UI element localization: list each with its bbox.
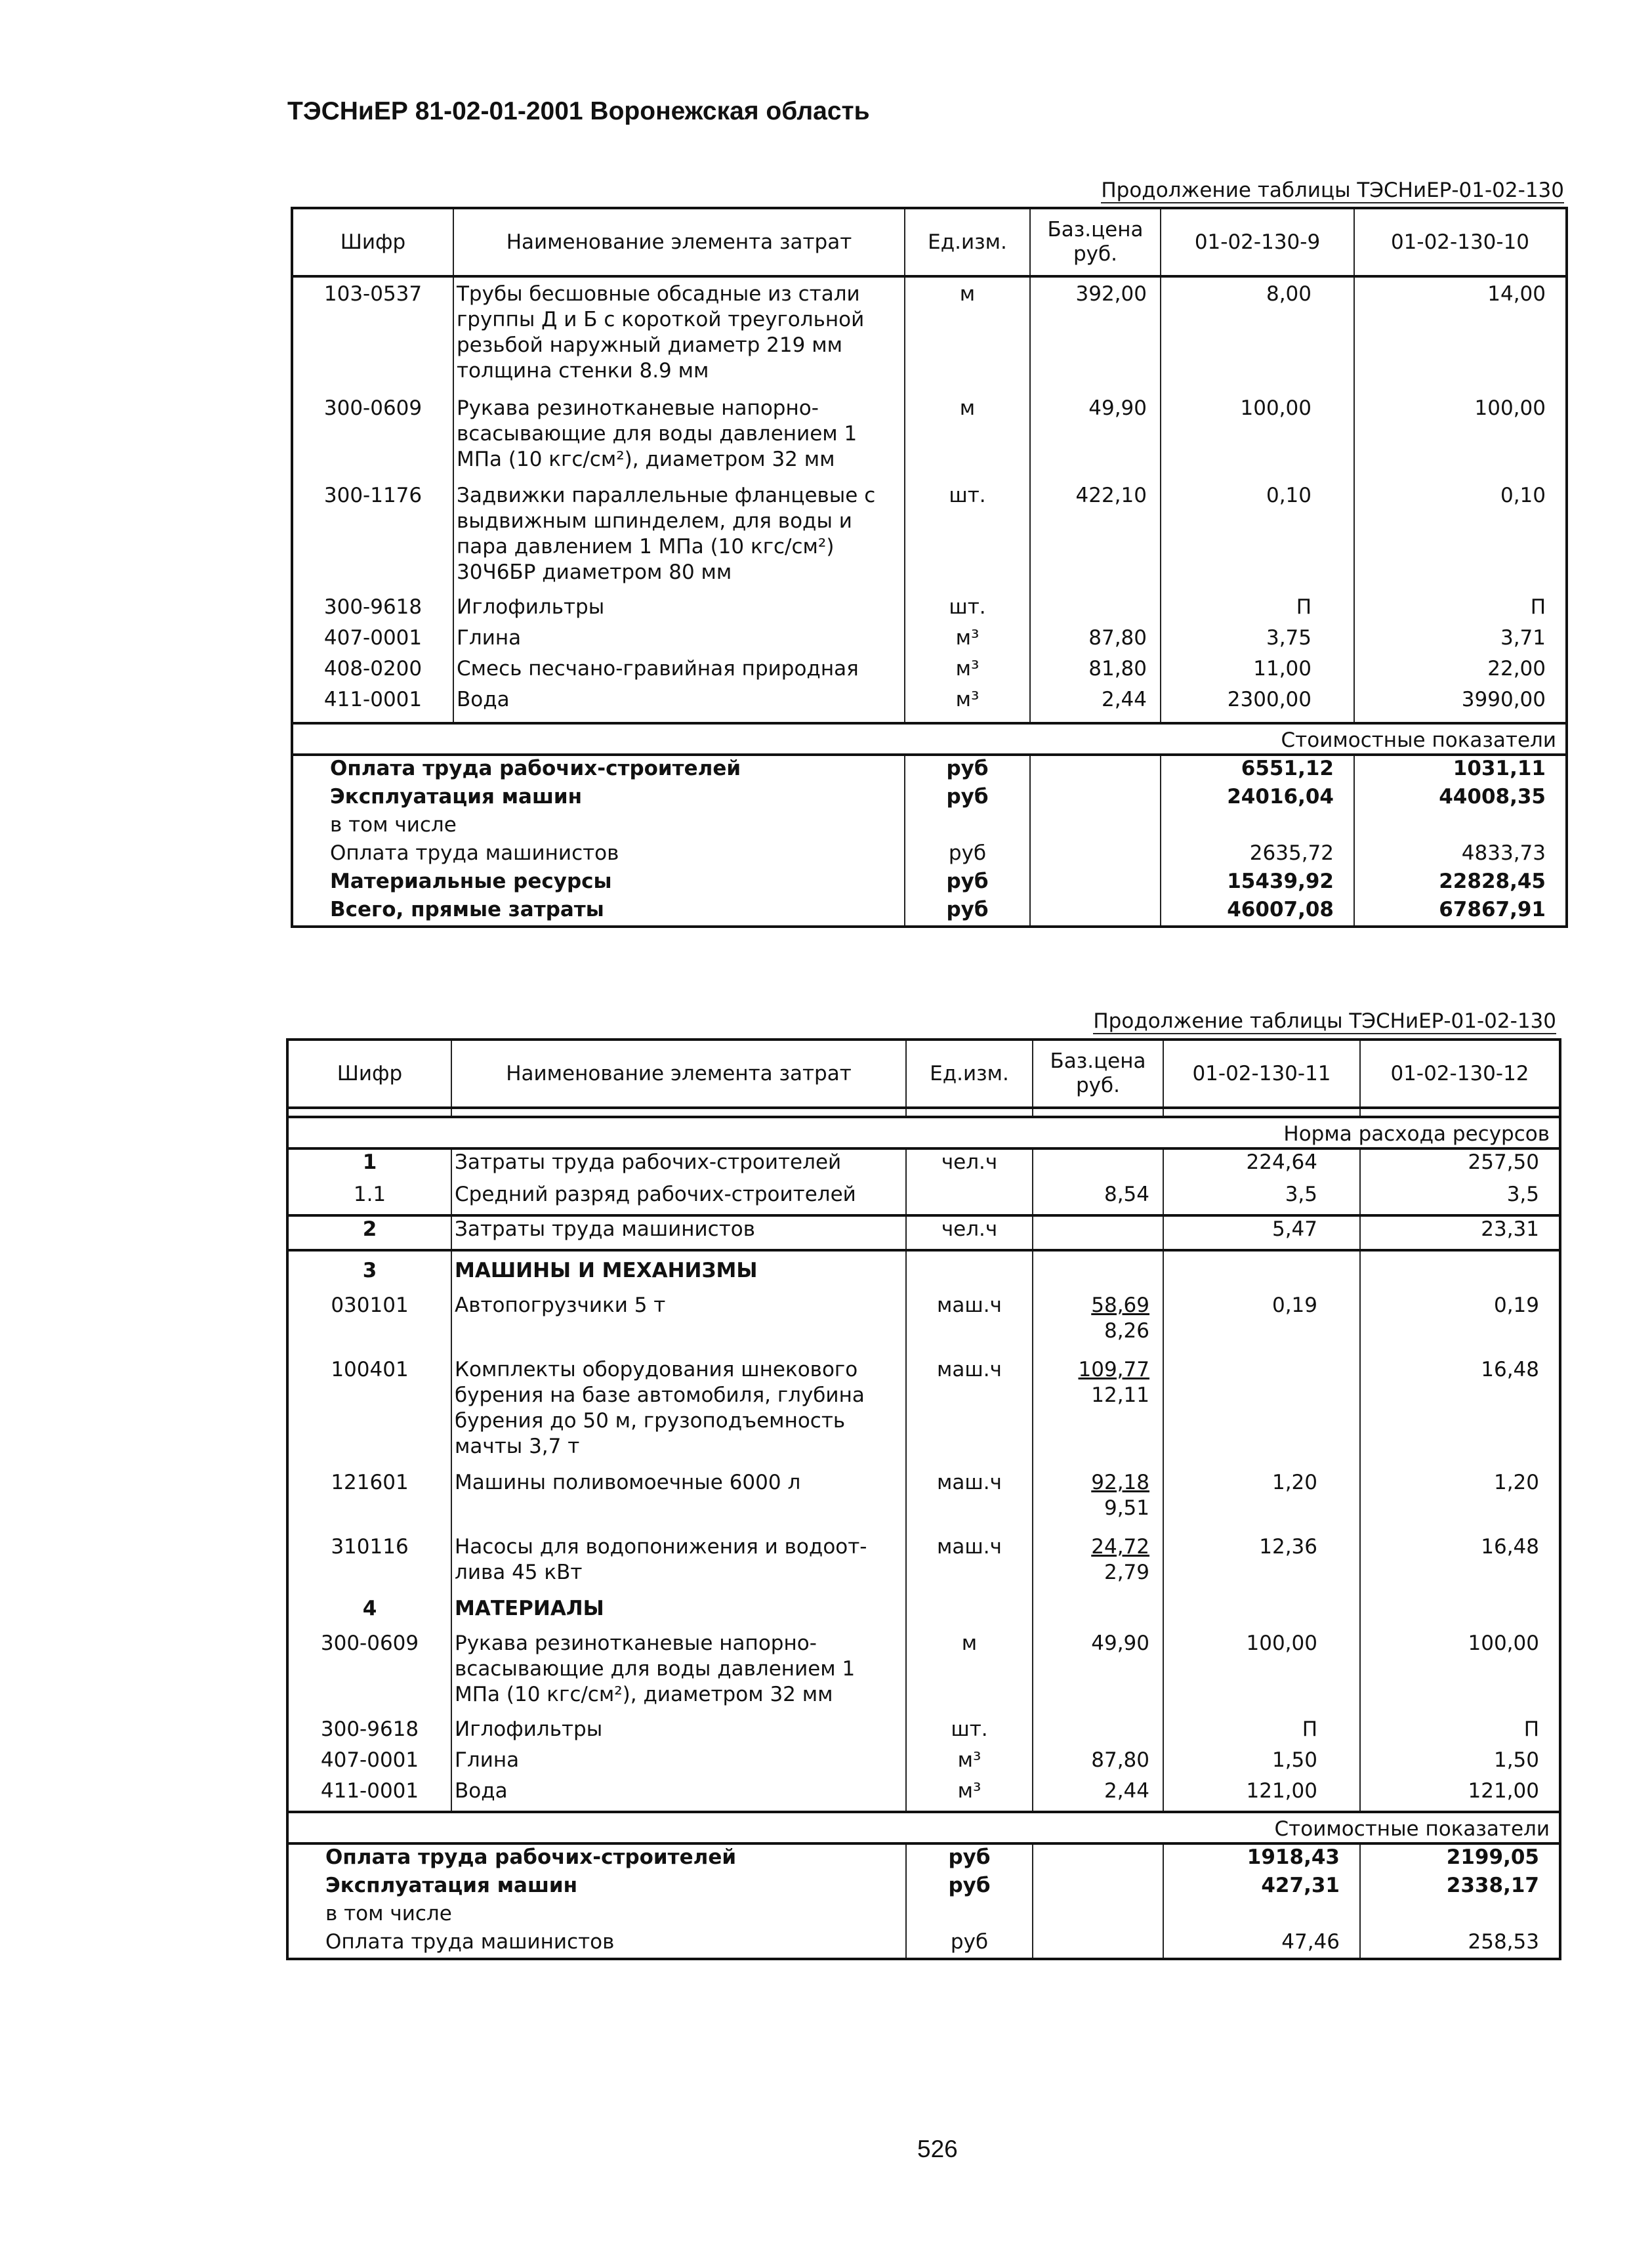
row-value-1: 0,19 [1163,1293,1360,1357]
col-name-header: Наименование элемента затрат [453,208,905,276]
row-price: 87,80 [1033,1748,1163,1778]
row-value-2: 23,31 [1360,1215,1560,1250]
row-code: 411-0001 [320,1779,419,1803]
row-code: 411-0001 [323,688,423,711]
row-name: Глина [451,1748,906,1778]
cost-value-1: 47,46 [1163,1929,1360,1959]
row-value-1: 0,10 [1161,483,1354,595]
spacer-row [287,1108,1560,1117]
row-name: Рукава резинотканевые напорно-всасывающие для воды давлением 1 МПа (10 кгс/см²), диаметром 32 мм [453,396,905,483]
cost-name: Эксплуатация машин [330,785,583,809]
price-wage: 9,51 [1104,1496,1149,1520]
spacer-cell [1163,1108,1360,1117]
cost-value-2: 2338,17 [1360,1873,1560,1901]
row-value-1: 2300,00 [1161,687,1354,723]
spacer-cell [287,1108,451,1117]
cost-unit: руб [905,897,1030,927]
row-unit: маш.ч [906,1357,1033,1470]
row-value-1: 11,00 [1161,656,1354,687]
cost-row [287,1843,1560,1873]
row-code: 1.1 [353,1183,386,1206]
row-price [1030,595,1161,625]
cost-unit: руб [906,1873,1033,1901]
row-price [1033,1215,1163,1250]
cost-price-empty [1030,755,1161,784]
cost-name: Оплата труда машинистов [330,841,619,865]
row-price: 2,44 [1033,1778,1163,1812]
header-row [287,1040,1560,1108]
row-unit: чел.ч [906,1148,1033,1182]
cost-row [292,812,1567,841]
col-value-1-header: 01-02-130-11 [1163,1040,1360,1108]
row-unit: м³ [906,1778,1033,1812]
row-name: Иглофильтры [453,595,905,625]
cost-row [292,897,1567,927]
price-total: 109,77 [1078,1358,1149,1381]
row-value-2: 3990,00 [1354,687,1567,723]
cost-price-empty [1030,869,1161,897]
row-price [1033,1470,1163,1534]
table-row [287,1148,1560,1182]
cost-price-empty [1030,812,1161,841]
row-value-1: 100,00 [1161,396,1354,483]
col-code-header: Шифр [287,1040,451,1108]
cost-name: в том числе [330,813,457,837]
cost-price-empty [1030,841,1161,869]
cost-row [287,1901,1560,1929]
cost-value-1: 6551,12 [1161,755,1354,784]
row-name: Машины поливомоечные 6000 л [451,1470,906,1534]
cost-section-header-label: Стоимостные показатели [287,1812,1560,1843]
row-name: Задвижки параллельные фланцевые с выдвижным шпинделем, для воды и пара давлением 1 МПа (10 кгс/см²) 30Ч6БР диаметром 80 мм [453,483,905,595]
cost-value-2: 67867,91 [1354,897,1567,927]
col-value-2-header: 01-02-130-10 [1354,208,1567,276]
cost-row [292,869,1567,897]
table-row [292,483,1567,595]
table-row [287,1748,1560,1778]
row-value-1: П [1163,1717,1360,1748]
cost-value-1 [1161,812,1354,841]
table-row [287,1534,1560,1596]
row-code: 310116 [331,1535,409,1559]
cost-name: Эксплуатация машин [325,1874,578,1897]
row-value-2: 16,48 [1360,1534,1560,1596]
price-total: 24,72 [1091,1535,1149,1559]
table-row [287,1717,1560,1748]
col-name-header: Наименование элемента затрат [451,1040,906,1108]
row-name: Вода [453,687,905,723]
row-price [1033,1534,1163,1596]
row-price: 49,90 [1030,396,1161,483]
row-unit: чел.ч [906,1215,1033,1250]
col-value-2-header: 01-02-130-12 [1360,1040,1560,1108]
row-code: 300-0609 [320,1631,419,1655]
col-price-header: Баз.цена руб. [1030,208,1161,276]
row-unit: м³ [905,625,1030,656]
cost-name: Оплата труда рабочих-строителей [325,1845,737,1869]
table1-body [292,208,1567,927]
row-name: Трубы бесшовные обсадные из стали группы Д и Б с короткой треугольной резьбой наружный диаметр 219 мм толщина стенки 8.9 мм [453,276,905,396]
row-value-1: 5,47 [1163,1215,1360,1250]
table-row [292,276,1567,396]
norm-section-header-label: Норма расхода ресурсов [287,1117,1560,1148]
row-value-2: 1,50 [1360,1748,1560,1778]
row-unit: м³ [906,1748,1033,1778]
row-code: 1 [362,1150,377,1174]
row-value-1: 100,00 [1163,1631,1360,1717]
row-name: Вода [451,1778,906,1812]
cost-row [287,1873,1560,1901]
row-code: 4 [362,1597,377,1620]
row-value-1: 1,20 [1163,1470,1360,1534]
cost-unit [906,1901,1033,1929]
row-unit: маш.ч [906,1470,1033,1534]
row-value-1: 3,5 [1163,1182,1360,1215]
row-value-2: 0,19 [1360,1293,1560,1357]
row-unit: м [905,396,1030,483]
row-name: Глина [453,625,905,656]
table2-caption: Продолжение таблицы ТЭСНиЕР-01-02-130 [1093,1009,1556,1033]
cost-name: Оплата труда машинистов [325,1930,615,1954]
header-row [292,208,1567,276]
row-value-2: П [1354,595,1567,625]
cost-unit: руб [905,755,1030,784]
table-row [287,1596,1560,1631]
row-unit: маш.ч [906,1534,1033,1596]
row-name: Рукава резинотканевые напорно-всасывающие для воды давлением 1 МПа (10 кгс/см²), диаметром 32 мм [451,1631,906,1717]
table-row [292,687,1567,723]
cost-price-empty [1033,1901,1163,1929]
row-price: 392,00 [1030,276,1161,396]
spacer-cell [451,1108,906,1117]
cost-value-2: 2199,05 [1360,1843,1560,1873]
table-row [287,1250,1560,1293]
row-code: 030101 [331,1294,409,1317]
row-price [1033,1596,1163,1631]
row-code: 407-0001 [320,1748,419,1772]
row-value-2: 16,48 [1360,1357,1560,1470]
row-unit: м³ [905,656,1030,687]
row-value-2 [1360,1596,1560,1631]
row-unit: шт. [905,483,1030,595]
row-value-1 [1163,1596,1360,1631]
row-value-1: 224,64 [1163,1148,1360,1182]
cost-price-empty [1033,1843,1163,1873]
row-unit [906,1182,1033,1215]
cost-name: Всего, прямые затраты [330,898,604,921]
row-unit: шт. [906,1717,1033,1748]
row-unit: м [905,276,1030,396]
spacer-cell [1360,1108,1560,1117]
row-price [1033,1148,1163,1182]
cost-value-2 [1360,1901,1560,1929]
row-code: 407-0001 [323,626,423,650]
row-code: 2 [287,1215,451,1250]
price-total: 92,18 [1091,1471,1149,1494]
cost-unit [905,812,1030,841]
row-price: 2,44 [1030,687,1161,723]
row-unit [906,1250,1033,1293]
price-wage: 8,26 [1104,1319,1149,1343]
row-code: 300-9618 [320,1717,419,1741]
row-value-2: 22,00 [1354,656,1567,687]
col-unit-header: Ед.изм. [905,208,1030,276]
row-price [1033,1250,1163,1293]
row-name: Иглофильтры [451,1717,906,1748]
row-value-1: П [1161,595,1354,625]
table-row [292,396,1567,483]
cost-name: в том числе [325,1902,452,1925]
spacer-cell [1033,1108,1163,1117]
cost-value-1 [1163,1901,1360,1929]
row-price: 8,54 [1033,1182,1163,1215]
row-value-2: 1,20 [1360,1470,1560,1534]
cost-price-empty [1030,784,1161,812]
row-value-1 [1163,1250,1360,1293]
row-value-2: 100,00 [1360,1631,1560,1717]
row-unit: м [906,1631,1033,1717]
cost-row [292,841,1567,869]
table1 [291,207,1568,928]
cost-section-header [287,1812,1560,1843]
row-code: 300-0609 [323,396,423,420]
spacer-cell [906,1108,1033,1117]
cost-value-2: 22828,45 [1354,869,1567,897]
price-total: 58,69 [1091,1294,1149,1317]
cost-value-1: 2635,72 [1161,841,1354,869]
row-name: Смесь песчано-гравийная природная [453,656,905,687]
row-unit: шт. [905,595,1030,625]
cost-row [292,755,1567,784]
cost-value-2: 4833,73 [1354,841,1567,869]
cost-value-1: 15439,92 [1161,869,1354,897]
cost-value-1: 1918,43 [1163,1843,1360,1873]
row-price [1033,1357,1163,1470]
row-price: 87,80 [1030,625,1161,656]
row-value-1: 8,00 [1161,276,1354,396]
col-value-1-header: 01-02-130-9 [1161,208,1354,276]
row-name: Комплекты оборудования шнекового бурения на базе автомобиля, глубина бурения до 50 м, грузоподъемность мачты 3,7 т [451,1357,906,1470]
row-unit [906,1596,1033,1631]
cost-row [292,784,1567,812]
table-row [292,625,1567,656]
table2 [286,1038,1561,1960]
cost-value-1: 427,31 [1163,1873,1360,1901]
row-value-2: П [1360,1717,1560,1748]
table-row [287,1293,1560,1357]
cost-name: Оплата труда рабочих-строителей [330,757,741,780]
row-name: МАТЕРИАЛЫ [451,1596,906,1631]
row-name: Насосы для водопонижения и водоот-лива 45 кВт [451,1534,906,1596]
row-code: 3 [287,1250,451,1293]
row-price: 49,90 [1033,1631,1163,1717]
row-name: Затраты труда машинистов [451,1215,906,1250]
row-code: 100401 [331,1358,409,1381]
table-row [287,1357,1560,1470]
col-code-header: Шифр [292,208,453,276]
row-code: 300-1176 [323,484,423,507]
cost-value-2: 1031,11 [1354,755,1567,784]
cost-value-1: 24016,04 [1161,784,1354,812]
cost-price-empty [1033,1873,1163,1901]
row-price [1033,1717,1163,1748]
table-row [287,1215,1560,1250]
norm-section-header [287,1117,1560,1148]
cost-unit: руб [906,1929,1033,1959]
row-value-2 [1360,1250,1560,1293]
row-name: МАШИНЫ И МЕХАНИЗМЫ [451,1250,906,1293]
cost-section-header-label: Стоимостные показатели [292,723,1567,755]
price-wage: 2,79 [1104,1561,1149,1584]
row-name: Затраты труда рабочих-строителей [451,1148,906,1182]
cost-unit: руб [905,869,1030,897]
cost-row [287,1929,1560,1959]
cost-unit: руб [906,1843,1033,1873]
row-name: Автопогрузчики 5 т [451,1293,906,1357]
cost-price-empty [1030,897,1161,927]
col-price-header: Баз.цена руб. [1033,1040,1163,1108]
row-price: 81,80 [1030,656,1161,687]
row-value-2: 121,00 [1360,1778,1560,1812]
price-wage: 12,11 [1091,1383,1149,1407]
row-value-2: 3,5 [1360,1182,1560,1215]
cost-value-2: 44008,35 [1354,784,1567,812]
row-value-1: 3,75 [1161,625,1354,656]
cost-name: Материальные ресурсы [330,870,612,893]
row-price: 422,10 [1030,483,1161,595]
cost-price-empty [1033,1929,1163,1959]
row-value-2: 257,50 [1360,1148,1560,1182]
row-code: 103-0537 [323,282,423,306]
row-value-1: 12,36 [1163,1534,1360,1596]
table-row [287,1182,1560,1215]
cost-section-header [292,723,1567,755]
row-unit: м³ [905,687,1030,723]
cost-value-2 [1354,812,1567,841]
cost-unit: руб [905,841,1030,869]
row-code: 121601 [331,1471,409,1494]
table-row [292,595,1567,625]
table-row [292,656,1567,687]
row-value-2: 3,71 [1354,625,1567,656]
row-unit: маш.ч [906,1293,1033,1357]
document-header: ТЭСНиЕР 81-02-01-2001 Воронежская область [287,97,870,125]
row-value-1: 121,00 [1163,1778,1360,1812]
table-row [287,1470,1560,1534]
row-code: 300-9618 [323,595,423,619]
row-price [1033,1293,1163,1357]
cost-value-2: 258,53 [1360,1929,1560,1959]
cost-unit: руб [905,784,1030,812]
col-unit-header: Ед.изм. [906,1040,1033,1108]
table2-body [287,1040,1560,1959]
row-value-2: 14,00 [1354,276,1567,396]
table-row [287,1631,1560,1717]
table1-caption: Продолжение таблицы ТЭСНиЕР-01-02-130 [1101,179,1564,202]
table-row [287,1778,1560,1812]
row-value-1 [1163,1357,1360,1470]
page-number: 526 [917,2135,958,2162]
row-code: 408-0200 [323,657,423,681]
row-value-2: 0,10 [1354,483,1567,595]
row-name: Средний разряд рабочих-строителей [451,1182,906,1215]
cost-value-1: 46007,08 [1161,897,1354,927]
row-value-1: 1,50 [1163,1748,1360,1778]
row-value-2: 100,00 [1354,396,1567,483]
